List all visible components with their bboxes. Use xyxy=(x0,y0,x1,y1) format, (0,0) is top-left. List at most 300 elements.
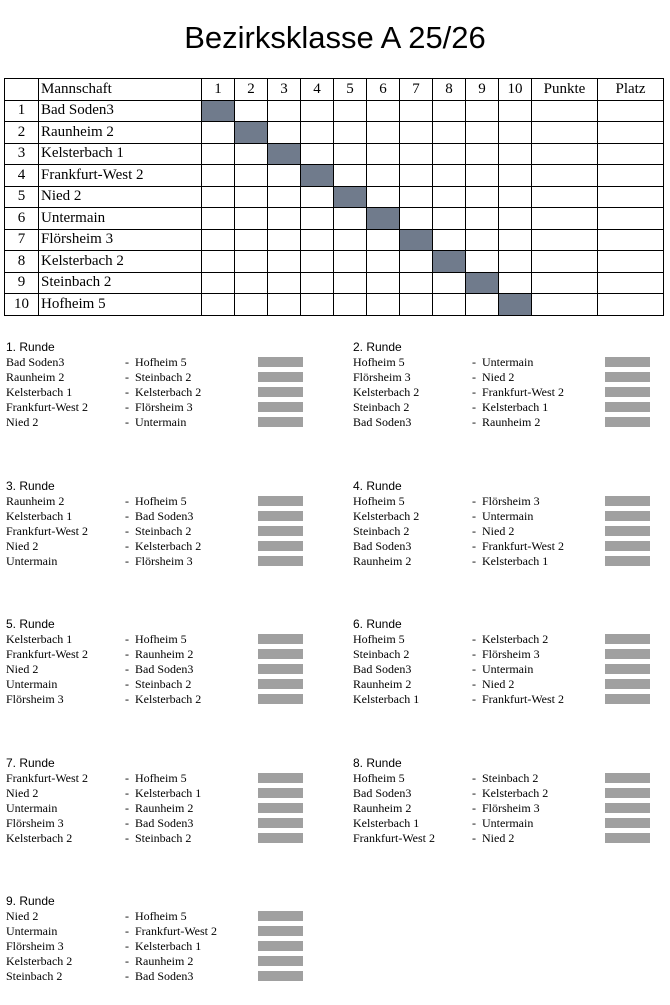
away-team: Bad Soden3 xyxy=(135,815,194,830)
away-team: Kelsterbach 2 xyxy=(135,692,202,706)
result-cell xyxy=(400,208,433,230)
away-team: Steinbach 2 xyxy=(482,770,539,785)
match-row xyxy=(6,370,306,385)
round-title: 2. Runde xyxy=(353,340,402,354)
away-team: Untermain xyxy=(482,662,534,676)
away-team: Kelsterbach 1 xyxy=(482,553,549,568)
home-team: Raunheim 2 xyxy=(6,370,65,384)
away-team: Raunheim 2 xyxy=(482,415,541,429)
result-field xyxy=(605,402,650,412)
result-cell xyxy=(367,229,400,251)
result-cell xyxy=(235,143,268,165)
table-header-rank: Platz xyxy=(598,79,664,101)
standings-table xyxy=(4,78,664,316)
table-header-round-2: 2 xyxy=(235,79,268,101)
result-cell xyxy=(235,208,268,230)
row-number: 3 xyxy=(5,143,39,165)
diagonal-block xyxy=(268,143,301,165)
result-cell xyxy=(400,294,433,316)
away-team: Nied 2 xyxy=(482,830,515,845)
match-row xyxy=(6,924,306,939)
points-cell xyxy=(532,208,598,230)
home-team: Kelsterbach 2 xyxy=(353,508,420,523)
result-cell xyxy=(400,100,433,122)
result-cell xyxy=(301,272,334,294)
table-header-round-6: 6 xyxy=(367,79,400,101)
result-cell xyxy=(499,100,532,122)
home-team: Kelsterbach 1 xyxy=(6,385,73,399)
match-separator: - xyxy=(472,385,476,399)
table-header-round-9: 9 xyxy=(466,79,499,101)
table-header-points: Punkte xyxy=(532,79,598,101)
match-separator: - xyxy=(125,770,129,785)
match-separator: - xyxy=(125,800,129,815)
result-cell xyxy=(202,186,235,208)
diagonal-block xyxy=(235,122,268,144)
team-name: Frankfurt-West 2 xyxy=(39,165,202,187)
home-team: Steinbach 2 xyxy=(353,523,410,538)
points-cell xyxy=(532,186,598,208)
result-cell xyxy=(466,143,499,165)
result-field xyxy=(605,679,650,689)
result-cell xyxy=(334,122,367,144)
diagonal-block xyxy=(301,165,334,187)
row-number: 9 xyxy=(5,272,39,294)
result-cell xyxy=(268,251,301,273)
result-cell xyxy=(367,122,400,144)
row-number: 5 xyxy=(5,186,39,208)
match-row xyxy=(6,509,306,524)
result-cell xyxy=(334,272,367,294)
result-cell xyxy=(433,272,466,294)
result-field xyxy=(258,803,303,813)
match-separator: - xyxy=(472,523,476,538)
page-title: Bezirksklasse A 25/26 xyxy=(184,20,486,55)
match-row xyxy=(353,831,653,846)
result-cell xyxy=(301,100,334,122)
match-row xyxy=(353,816,653,831)
diagonal-block xyxy=(466,272,499,294)
result-cell xyxy=(235,272,268,294)
result-field xyxy=(605,372,650,382)
away-team: Nied 2 xyxy=(482,677,515,691)
match-separator: - xyxy=(125,662,129,676)
home-team: Frankfurt-West 2 xyxy=(6,523,89,538)
result-cell xyxy=(268,100,301,122)
result-field xyxy=(605,664,650,674)
match-row xyxy=(353,539,653,554)
result-cell xyxy=(334,143,367,165)
round-title: 4. Runde xyxy=(353,478,402,493)
match-row xyxy=(6,415,306,430)
rank-cell xyxy=(598,251,664,273)
match-separator: - xyxy=(472,538,476,553)
away-team: Frankfurt-West 2 xyxy=(482,385,565,399)
away-team: Steinbach 2 xyxy=(135,370,192,384)
result-field xyxy=(605,556,650,566)
match-separator: - xyxy=(125,830,129,845)
table-header-round-1: 1 xyxy=(202,79,235,101)
match-separator: - xyxy=(472,785,476,800)
round-title: 1. Runde xyxy=(6,340,55,354)
match-row xyxy=(6,969,306,984)
round-block xyxy=(6,340,306,430)
away-team: Bad Soden3 xyxy=(135,508,194,523)
home-team: Nied 2 xyxy=(6,538,39,553)
result-cell xyxy=(499,251,532,273)
diagonal-block xyxy=(433,251,466,273)
diagonal-block xyxy=(400,229,433,251)
result-field xyxy=(258,694,303,704)
team-name: Kelsterbach 2 xyxy=(39,251,202,273)
result-cell xyxy=(334,100,367,122)
result-field xyxy=(605,541,650,551)
home-team: Hofheim 5 xyxy=(353,770,405,785)
match-row xyxy=(6,524,306,539)
match-separator: - xyxy=(472,553,476,568)
away-team: Untermain xyxy=(482,355,534,369)
result-field xyxy=(605,833,650,843)
result-field xyxy=(605,694,650,704)
match-row xyxy=(6,662,306,677)
away-team: Nied 2 xyxy=(482,523,515,538)
result-cell xyxy=(301,186,334,208)
match-separator: - xyxy=(125,538,129,553)
result-field xyxy=(258,417,303,427)
match-separator: - xyxy=(125,355,129,369)
result-cell xyxy=(433,208,466,230)
row-number: 4 xyxy=(5,165,39,187)
match-separator: - xyxy=(472,415,476,429)
match-separator: - xyxy=(472,815,476,830)
result-field xyxy=(605,773,650,783)
points-cell xyxy=(532,294,598,316)
round-block xyxy=(6,756,306,846)
team-name: Raunheim 2 xyxy=(39,122,202,144)
home-team: Untermain xyxy=(6,677,58,691)
round-title: 5. Runde xyxy=(6,617,55,631)
result-cell xyxy=(202,208,235,230)
match-separator: - xyxy=(125,385,129,399)
away-team: Flörsheim 3 xyxy=(135,553,193,568)
result-cell xyxy=(202,229,235,251)
result-cell xyxy=(301,251,334,273)
home-team: Kelsterbach 2 xyxy=(353,385,420,399)
match-separator: - xyxy=(125,508,129,523)
result-cell xyxy=(334,251,367,273)
result-cell xyxy=(334,208,367,230)
away-team: Untermain xyxy=(482,508,534,523)
match-separator: - xyxy=(125,647,129,661)
home-team: Flörsheim 3 xyxy=(6,692,64,706)
away-team: Hofheim 5 xyxy=(135,770,187,785)
result-field xyxy=(258,773,303,783)
home-team: Flörsheim 3 xyxy=(353,370,411,384)
rank-cell xyxy=(598,186,664,208)
result-field xyxy=(605,387,650,397)
match-separator: - xyxy=(472,830,476,845)
result-field xyxy=(258,387,303,397)
table-header-round-7: 7 xyxy=(400,79,433,101)
table-header-round-8: 8 xyxy=(433,79,466,101)
away-team: Hofheim 5 xyxy=(135,355,187,369)
result-cell xyxy=(466,294,499,316)
result-cell xyxy=(466,165,499,187)
match-row xyxy=(353,677,653,692)
result-field xyxy=(605,649,650,659)
home-team: Raunheim 2 xyxy=(6,493,65,508)
points-cell xyxy=(532,100,598,122)
row-number: 8 xyxy=(5,251,39,273)
match-row xyxy=(6,632,306,647)
points-cell xyxy=(532,251,598,273)
match-separator: - xyxy=(125,493,129,508)
result-cell xyxy=(400,165,433,187)
result-field xyxy=(258,511,303,521)
row-number: 7 xyxy=(5,229,39,251)
match-row xyxy=(353,692,653,707)
result-cell xyxy=(499,122,532,144)
result-cell xyxy=(400,143,433,165)
rank-cell xyxy=(598,229,664,251)
home-team: Flörsheim 3 xyxy=(6,939,64,953)
team-name: Nied 2 xyxy=(39,186,202,208)
match-row xyxy=(6,677,306,692)
match-row xyxy=(353,662,653,677)
away-team: Raunheim 2 xyxy=(135,800,194,815)
result-cell xyxy=(499,272,532,294)
match-separator: - xyxy=(472,508,476,523)
match-row xyxy=(6,771,306,786)
result-cell xyxy=(268,122,301,144)
home-team: Kelsterbach 1 xyxy=(353,692,420,706)
match-separator: - xyxy=(472,647,476,661)
match-separator: - xyxy=(125,400,129,414)
home-team: Steinbach 2 xyxy=(353,400,410,414)
result-cell xyxy=(400,272,433,294)
result-cell xyxy=(499,143,532,165)
away-team: Bad Soden3 xyxy=(135,662,194,676)
away-team: Raunheim 2 xyxy=(135,954,194,968)
result-cell xyxy=(433,294,466,316)
match-separator: - xyxy=(472,632,476,646)
table-row xyxy=(5,208,664,230)
away-team: Flörsheim 3 xyxy=(482,800,540,815)
team-name: Steinbach 2 xyxy=(39,272,202,294)
match-separator: - xyxy=(472,677,476,691)
home-team: Hofheim 5 xyxy=(353,355,405,369)
result-cell xyxy=(235,186,268,208)
match-separator: - xyxy=(472,355,476,369)
result-field xyxy=(605,788,650,798)
match-row xyxy=(6,385,306,400)
home-team: Kelsterbach 2 xyxy=(6,830,73,845)
match-separator: - xyxy=(125,415,129,429)
match-separator: - xyxy=(125,785,129,800)
diagonal-block xyxy=(499,294,532,316)
result-field xyxy=(258,496,303,506)
result-cell xyxy=(301,208,334,230)
round-block xyxy=(6,479,306,569)
result-field xyxy=(605,496,650,506)
points-cell xyxy=(532,122,598,144)
home-team: Steinbach 2 xyxy=(353,647,410,661)
match-row xyxy=(6,909,306,924)
result-field xyxy=(258,664,303,674)
match-row xyxy=(6,647,306,662)
result-field xyxy=(258,971,303,981)
result-cell xyxy=(466,251,499,273)
match-row xyxy=(353,494,653,509)
home-team: Frankfurt-West 2 xyxy=(6,770,89,785)
match-row xyxy=(6,939,306,954)
match-separator: - xyxy=(125,909,129,923)
table-header-nr xyxy=(5,79,39,101)
away-team: Hofheim 5 xyxy=(135,909,187,923)
result-cell xyxy=(202,251,235,273)
diagonal-block xyxy=(202,100,235,122)
home-team: Untermain xyxy=(6,800,58,815)
result-cell xyxy=(433,143,466,165)
result-cell xyxy=(235,251,268,273)
table-header-round-10: 10 xyxy=(499,79,532,101)
match-row xyxy=(353,771,653,786)
round-block xyxy=(353,756,653,846)
result-cell xyxy=(433,122,466,144)
round-title: 3. Runde xyxy=(6,478,55,493)
match-separator: - xyxy=(125,969,129,983)
result-cell xyxy=(499,229,532,251)
home-team: Bad Soden3 xyxy=(353,785,412,800)
home-team: Untermain xyxy=(6,924,58,938)
away-team: Untermain xyxy=(482,815,534,830)
match-row xyxy=(353,786,653,801)
result-cell xyxy=(301,143,334,165)
away-team: Nied 2 xyxy=(482,370,515,384)
match-row xyxy=(353,524,653,539)
result-field xyxy=(605,803,650,813)
match-separator: - xyxy=(472,400,476,414)
home-team: Kelsterbach 1 xyxy=(353,815,420,830)
team-name: Untermain xyxy=(39,208,202,230)
result-cell xyxy=(367,294,400,316)
result-cell xyxy=(466,229,499,251)
match-separator: - xyxy=(125,632,129,646)
match-row xyxy=(353,400,653,415)
result-cell xyxy=(334,165,367,187)
result-field xyxy=(258,926,303,936)
result-cell xyxy=(433,100,466,122)
result-cell xyxy=(301,122,334,144)
table-row xyxy=(5,143,664,165)
result-cell xyxy=(301,294,334,316)
result-cell xyxy=(268,186,301,208)
match-row xyxy=(6,494,306,509)
match-separator: - xyxy=(472,692,476,706)
result-cell xyxy=(202,122,235,144)
match-separator: - xyxy=(472,662,476,676)
team-name: Bad Soden3 xyxy=(39,100,202,122)
result-field xyxy=(258,526,303,536)
result-cell xyxy=(499,165,532,187)
result-field xyxy=(258,941,303,951)
round-title: 7. Runde xyxy=(6,755,55,770)
table-row xyxy=(5,186,664,208)
match-row xyxy=(6,355,306,370)
result-cell xyxy=(235,100,268,122)
result-field xyxy=(258,402,303,412)
points-cell xyxy=(532,165,598,187)
rank-cell xyxy=(598,100,664,122)
table-row xyxy=(5,272,664,294)
row-number: 1 xyxy=(5,100,39,122)
points-cell xyxy=(532,143,598,165)
home-team: Bad Soden3 xyxy=(353,538,412,553)
result-cell xyxy=(466,100,499,122)
result-cell xyxy=(433,186,466,208)
result-field xyxy=(258,956,303,966)
result-cell xyxy=(235,165,268,187)
result-field xyxy=(605,634,650,644)
result-field xyxy=(258,818,303,828)
table-row xyxy=(5,165,664,187)
table-row xyxy=(5,294,664,316)
result-field xyxy=(258,634,303,644)
away-team: Kelsterbach 2 xyxy=(135,538,202,553)
rank-cell xyxy=(598,272,664,294)
result-field xyxy=(258,357,303,367)
result-field xyxy=(605,357,650,367)
home-team: Hofheim 5 xyxy=(353,493,405,508)
result-cell xyxy=(235,229,268,251)
match-row xyxy=(6,816,306,831)
away-team: Hofheim 5 xyxy=(135,632,187,646)
round-block xyxy=(353,340,653,430)
home-team: Flörsheim 3 xyxy=(6,815,64,830)
result-cell xyxy=(466,122,499,144)
match-row xyxy=(353,415,653,430)
result-field xyxy=(605,417,650,427)
away-team: Frankfurt-West 2 xyxy=(135,924,218,938)
result-cell xyxy=(400,251,433,273)
home-team: Hofheim 5 xyxy=(353,632,405,646)
match-row xyxy=(353,647,653,662)
result-field xyxy=(258,788,303,798)
result-cell xyxy=(202,272,235,294)
match-row xyxy=(6,539,306,554)
match-separator: - xyxy=(472,800,476,815)
table-header-team: Mannschaft xyxy=(39,79,202,101)
match-row xyxy=(6,786,306,801)
away-team: Steinbach 2 xyxy=(135,677,192,691)
match-row xyxy=(353,509,653,524)
away-team: Frankfurt-West 2 xyxy=(482,692,565,706)
result-field xyxy=(258,833,303,843)
home-team: Kelsterbach 1 xyxy=(6,508,73,523)
away-team: Kelsterbach 1 xyxy=(135,785,202,800)
result-field xyxy=(258,372,303,382)
match-row xyxy=(6,692,306,707)
result-cell xyxy=(466,186,499,208)
result-cell xyxy=(268,208,301,230)
away-team: Flörsheim 3 xyxy=(482,493,540,508)
home-team: Nied 2 xyxy=(6,785,39,800)
result-field xyxy=(605,818,650,828)
result-cell xyxy=(433,165,466,187)
home-team: Frankfurt-West 2 xyxy=(6,400,89,414)
rank-cell xyxy=(598,165,664,187)
table-header-round-5: 5 xyxy=(334,79,367,101)
